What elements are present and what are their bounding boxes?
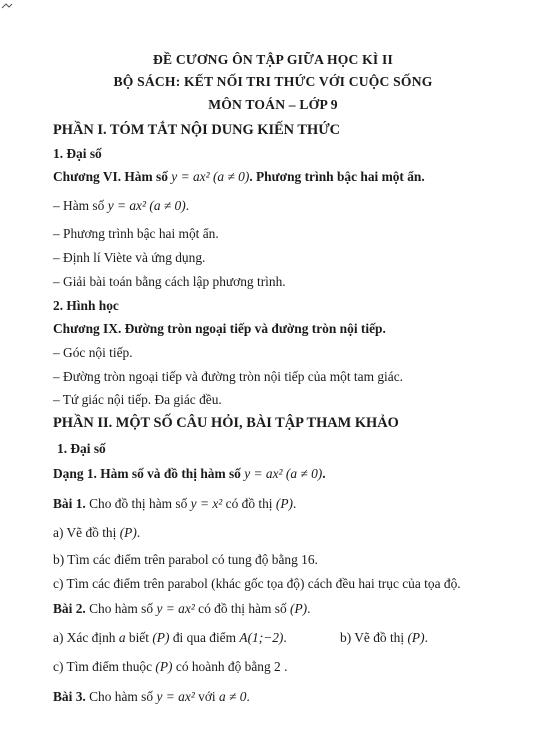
exercise1a-text: a) Vẽ đồ thị (53, 525, 117, 540)
document-title: ĐỀ CƯƠNG ÔN TẬP GIỮA HỌC KÌ II (152, 52, 393, 67)
part1-algebra-title: 1. Đại số (53, 146, 102, 161)
exercise3-formula: y = ax² (156, 689, 195, 704)
subject-grade: MÔN TOÁN – LỚP 9 (208, 97, 338, 112)
exercise2a-text1: a) Xác định (53, 630, 116, 645)
exercise2a (53, 630, 287, 646)
corner-scan-mark (1, 3, 13, 9)
exercise1-line (53, 496, 296, 512)
exercise3-text2: với (198, 689, 216, 704)
exercise1-text2: có đồ thị (225, 496, 273, 511)
exercise2a-text3: đi qua điểm (172, 630, 237, 645)
chapter9-title: Chương IX. Đường tròn ngoại tiếp và đường tròn nội tiếp. (53, 321, 386, 336)
exercise3-condition: a ≠ 0 (219, 689, 247, 704)
chapter6-label: Chương VI. Hàm số (53, 169, 168, 184)
exercise2-line (53, 601, 311, 617)
exercise2a-parabola: (P) (152, 630, 170, 645)
geometry-item-quadrilateral: – Tứ giác nội tiếp. Đa giác đều. (53, 392, 222, 407)
exercise1-formula: y = x² (190, 496, 223, 511)
exercise2a-end: . (283, 630, 287, 645)
algebra-item-word-problems: – Giải bài toán bằng cách lập phương trình. (53, 274, 286, 289)
part2-heading: PHẦN II. MỘT SỐ CÂU HỎI, BÀI TẬP THAM KHẢO (53, 415, 399, 431)
exercise2b-end: . (424, 630, 428, 645)
exercise2a-point: A(1;−2) (239, 630, 284, 645)
exercise2-text: Cho hàm số (89, 601, 154, 616)
exercise1-end: . (293, 496, 297, 511)
exercise2-formula: y = ax² (156, 601, 195, 616)
type1-line (53, 466, 326, 482)
part1-geometry-title: 2. Hình học (53, 298, 119, 313)
exercise1a-end: . (136, 525, 141, 540)
book-series: BỘ SÁCH: KẾT NỐI TRI THỨC VỚI CUỘC SỐNG (113, 74, 433, 89)
chapter6-formula: y = ax² (a ≠ 0) (171, 169, 250, 184)
chapter6-line (53, 169, 425, 185)
exercise3-label: Bài 3. (53, 689, 86, 704)
exercise1a (53, 525, 140, 541)
chapter6-rest: . Phương trình bậc hai một ẩn. (249, 169, 425, 184)
exercise2b-parabola: (P) (407, 630, 425, 645)
exercise2-text2: có đồ thị hàm số (198, 601, 287, 616)
type1-label: Dạng 1. Hàm số và đồ thị hàm số (53, 466, 241, 481)
exercise2a-text2: biết (128, 630, 149, 645)
type1-end: . (322, 466, 326, 481)
exercise1b: b) Tìm các điểm trên parabol có tung độ bằng 16. (53, 552, 318, 567)
geometry-item-inscribed-angle: – Góc nội tiếp. (53, 345, 133, 360)
algebra-item-quadratic: – Phương trình bậc hai một ẩn. (53, 226, 219, 241)
exercise1-text: Cho đồ thị hàm số (89, 496, 188, 511)
exercise2c-text2: có hoành độ bằng 2 . (175, 659, 288, 674)
exercise1-parabola: (P) (275, 496, 294, 511)
geometry-item-circles: – Đường tròn ngoại tiếp và đường tròn nội tiếp của một tam giác. (53, 369, 403, 384)
exercise2-end: . (307, 601, 311, 616)
type1-formula: y = ax² (a ≠ 0) (244, 466, 323, 481)
exercise2c-text1: c) Tìm điểm thuộc (53, 659, 153, 674)
part1-heading: PHẦN I. TÓM TẮT NỘI DUNG KIẾN THỨC (53, 122, 341, 138)
exercise3-end: . (246, 689, 250, 704)
part2-algebra-title: 1. Đại số (57, 441, 106, 456)
exercise2c-parabola: (P) (155, 659, 173, 674)
item-text: – Hàm số (53, 198, 105, 213)
algebra-item-function (53, 198, 189, 214)
exercise2c (53, 659, 287, 675)
exercise3-text: Cho hàm số (89, 689, 154, 704)
exercise3-line (53, 689, 250, 705)
exercise1c: c) Tìm các điểm trên parabol (khác gốc tọa độ) cách đều hai trục của tọa độ. (53, 576, 461, 591)
exercise2b (340, 630, 428, 646)
exercise1a-parabola: (P) (119, 525, 137, 540)
exercise1-label: Bài 1. (53, 496, 86, 511)
item-formula: y = ax² (a ≠ 0) (107, 198, 186, 213)
item-end: . (185, 198, 190, 213)
algebra-item-viete: – Định lí Viète và ứng dụng. (53, 250, 206, 265)
exercise2-label: Bài 2. (53, 601, 86, 616)
exercise2a-var: a (118, 630, 126, 645)
exercise2b-text: b) Vẽ đồ thị (340, 630, 405, 645)
exercise2-parabola: (P) (290, 601, 308, 616)
